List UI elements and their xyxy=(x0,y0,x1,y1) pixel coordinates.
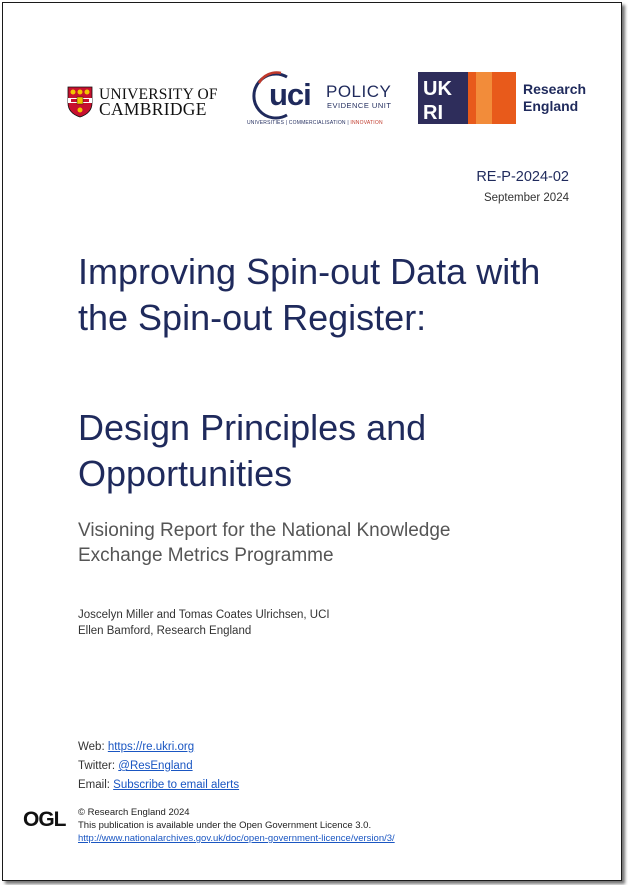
report-series: Visioning Report for the National Knowledge Exchange Metrics Programme xyxy=(78,520,451,566)
report-subtitle: Design Principles and Opportunities xyxy=(78,407,427,494)
research-england-name: Research England xyxy=(523,81,587,114)
contact-details: Web: https://re.ukri.org Twitter: @ResEngland Email: Subscribe to email alerts xyxy=(78,741,240,791)
ukri-research-england-logo xyxy=(418,71,586,125)
report-cover-page xyxy=(2,2,622,881)
ogl-logo: OGL xyxy=(23,808,66,831)
web-link[interactable]: https://re.ukri.org xyxy=(107,741,195,753)
email-alerts-link[interactable]: Subscribe to email alerts xyxy=(113,779,240,791)
licence-text: This publication is available under the Open Government Licence 3.0. xyxy=(78,820,372,831)
authors-line-2: Ellen Bamford, Research England xyxy=(78,625,252,637)
svg-text:UK: UK xyxy=(423,78,452,100)
ukri-letters-icon xyxy=(418,72,516,124)
copyright-text: © Research England 2024 xyxy=(78,807,190,818)
licence-link[interactable]: http://www.nationalarchives.gov.uk/doc/open-government-licence/version/3/ xyxy=(78,833,395,844)
publication-date: September 2024 xyxy=(483,192,569,204)
uci-evidence-text: EVIDENCE UNIT xyxy=(327,101,392,110)
cambridge-logo-line1: UNIVERSITY OF xyxy=(99,86,218,103)
uci-wordmark: uci xyxy=(269,77,311,112)
licence-footer xyxy=(78,806,395,845)
report-title: Improving Spin-out Data with the Spin-out Register: xyxy=(78,251,541,338)
uci-policy-logo xyxy=(247,69,397,129)
svg-text:RI: RI xyxy=(423,102,443,124)
report-reference: RE-P-2024-02 xyxy=(476,169,569,185)
ukri-mark xyxy=(418,72,516,124)
authors-line-1: Joscelyn Miller and Tomas Coates Ulrichsen, UCI xyxy=(78,609,330,621)
ukri-letters xyxy=(418,72,419,73)
twitter-link[interactable]: @ResEngland xyxy=(118,760,193,772)
cambridge-logo-line2: CAMBRIDGE xyxy=(99,99,207,119)
uci-policy-text: POLICY xyxy=(326,82,392,101)
cambridge-shield-icon xyxy=(67,86,93,118)
cambridge-logo xyxy=(67,85,218,119)
uci-tagline: UNIVERSITIES | COMMERCIALISATION | INNOVATION xyxy=(247,120,383,126)
authors xyxy=(78,607,330,639)
